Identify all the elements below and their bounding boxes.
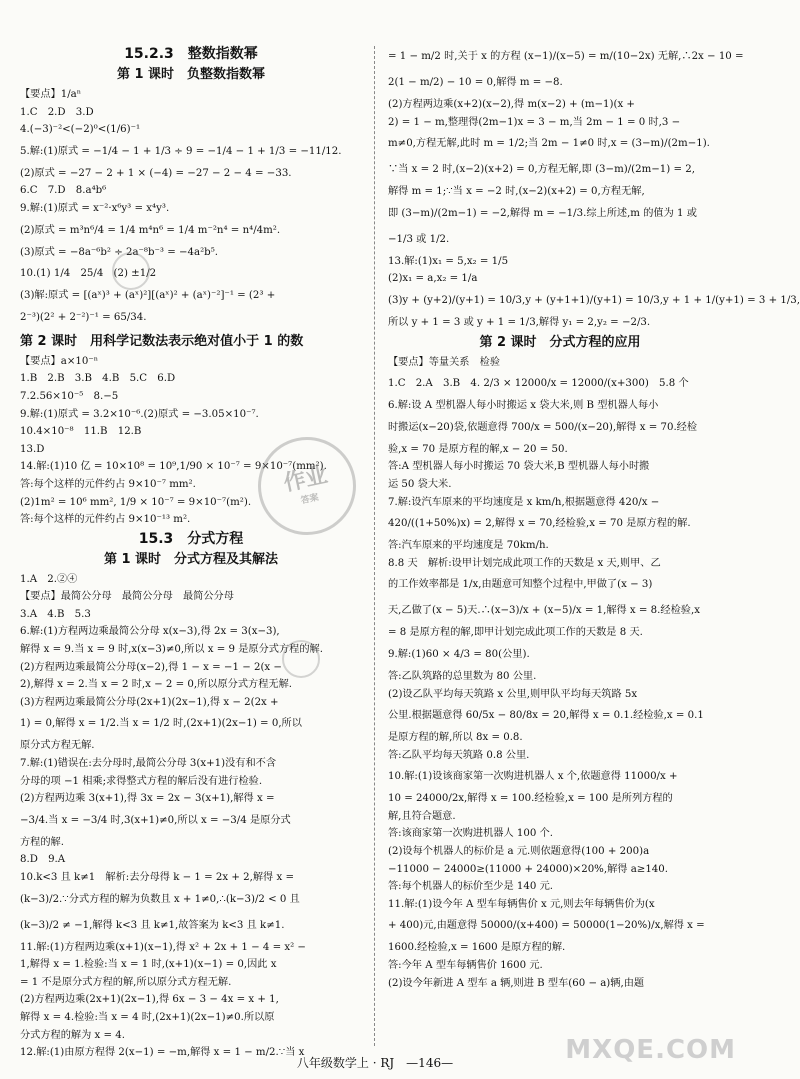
answers-block-1 [20,86,362,331]
answers-block-4 [388,44,800,332]
stamp-text-small: 答案 [299,492,320,506]
answer-line: 1.A 2.②④ [20,573,78,585]
answer-line: 运 50 袋大米. [388,478,452,490]
answer-line: (2)设今年新进 A 型车 a 辆,则进 B 型车(60 − a)辆,由题 [388,977,645,989]
answer-line: 8.D 9.A [20,854,66,866]
answer-line: 3.A 4.B 5.3 [20,608,91,620]
answer-line: 的工作效率都是 1/x,由题意可知整个过程中,甲做了(x − 3) [388,579,653,591]
answer-line: 9.解:(1)60 × 4/3 = 80(公里). [388,648,530,660]
answer-line: 10.4×10⁻⁸ 11.B 12.B [20,426,142,438]
answer-line: (k−3)/2 ≠ −1,解得 k<3 且 k≠1,故答案为 k<3 且 k≠1. [20,919,285,931]
answer-line: (2)设乙队平均每天筑路 x 公里,则甲队平均每天筑路 5x [388,688,638,700]
answer-line: 解得 x = 9.当 x = 9 时,x(x−3)≠0,所以 x = 9 是原分式方程的解. [20,644,323,656]
answer-line: 天,乙做了(x − 5)天.∴(x−3)/x + (x−5)/x = 1,解得 x = 8.经检验,x [388,605,700,617]
answer-line: (2)方程两边乘(x+2)(x−2),得 m(x−2) + (m−1)(x + [388,99,635,110]
answer-line: (2)方程两边乘(2x+1)(2x−1),得 6x − 3 − 4x = x + 1, [20,994,279,1006]
answer-line: 7.解:(1)错误在:去分母时,最简公分母 3(x+1)没有和不含 [20,758,277,770]
answer-line: (2)方程两边乘 3(x+1),得 3x = 2x − 3(x+1),解得 x = [20,793,275,805]
answer-line: 分式方程的解为 x = 4. [20,1029,126,1041]
answer-line: 7.2.56×10⁻⁵ 8.−5 [20,390,119,402]
answer-line: 即 (3−m)/(2m−1) = −2,解得 m = −1/3.综上所述,m 的值为 1 或 [388,207,697,219]
answer-line: (2)方程两边乘最简公分母(x−2),得 1 − x = −1 − 2(x − [20,661,282,673]
answer-line: 2) = 1 − m,整理得(2m−1)x = 3 − m,当 2m − 1 = 0 时,3 − [388,116,681,128]
answer-line: 分母的项 −1 相乘;求得整式方程的解后没有进行检验. [20,775,263,787]
answer-line: −11000 − 24000≥(11000 + 24000)×20%,解得 a≥140. [388,863,669,875]
answer-line: 【要点】1/aⁿ [20,89,82,100]
lesson-title-negative-exponent: 第 1 课时 负整数指数幂 [116,67,266,82]
column-divider [374,46,375,1046]
answer-line: 420/((1+50%)x) = 2,解得 x = 70,经检验,x = 70 是原方程的解. [388,518,691,530]
answer-line: 【要点】最简公分母 最简公分母 最简公分母 [20,591,234,603]
answer-line: 答:乙队平均每天筑路 0.8 公里. [388,749,530,761]
answer-line: = 1 − m/2 时,关于 x 的方程 (x−1)/(x−5) = m/(10−2x) 无解,∴2x − 10 = [388,51,744,62]
section-title-15-2-3: 15.2.3 整数指数幂 [124,46,258,62]
answer-line: ∵当 x = 2 时,(x−2)(x+2) = 0,方程无解,即 (3−m)/(2m−1) = 2, [388,164,695,176]
answer-line: 1,解得 x = 1.检验:当 x = 1 时,(x+1)(x−1) = 0,因此 x [20,959,277,971]
answer-line: 13.解:(1)x₁ = 5,x₂ = 1/5 [388,255,509,267]
answer-line: 1.C 2.A 3.B 4. 2/3 × 12000/x = 12000/(x+300) 5.8 个 [388,378,689,390]
answer-line: 10 = 24000/2x,解得 x = 100.经检验,x = 100 是所列方程的 [388,793,673,805]
answer-line: (3)原式 = −8a⁻⁶b² ÷ 2a⁻⁸b⁻³ = −4a²b⁵. [20,246,219,258]
page-footer: 八年级数学上 · RJ —146— [296,1056,454,1070]
answer-line: 13.D [20,443,45,455]
answer-line: + 400)元,由题意得 50000/(x+400) = 50000(1−20%)/x,解得 x = [388,920,705,932]
answer-line: 6.解:(1)方程两边乘最简公分母 x(x−3),得 2x = 3(x−3), [20,626,280,638]
answer-line: (3)解:原式 = [(aˣ)³ + (aˣ)²][(aˣ)² + (aˣ)⁻²]⁻¹ = (2³ + [20,290,276,302]
answer-line: 答:今年 A 型车每辆售价 1600 元. [388,960,543,972]
answer-line: 10.(1) 1/4 25/4 (2) ±1/2 [20,268,157,280]
answer-line: 原分式方程无解. [20,740,95,752]
answer-line: 验,x = 70 是原方程的解,x − 20 = 50. [388,443,568,455]
section-title-15-3: 15.3 分式方程 [138,530,244,547]
answer-line: 方程的解. [20,836,64,848]
answer-line: (2)x₁ = a,x₂ = 1/a [388,273,478,285]
answer-line: 1.C 2.D 3.D [20,106,94,118]
answer-line: 9.解:(1)原式 = x⁻²·x⁶y³ = x⁴y³. [20,202,170,214]
answers-block-5 [388,354,732,993]
answer-line: (2)设每个机器人的标价是 a 元.则依题意得(100 + 200)a [388,846,650,858]
answer-line: 公里.根据题意得 60/5x − 80/8x = 20,解得 x = 0.1.经检验,x = 0.1 [388,710,704,722]
answer-line: 4.(−3)⁻²<(−2)⁰<(1/6)⁻¹ [20,124,141,136]
answer-line: 是原方程的解,所以 8x = 0.8. [388,732,523,744]
answer-line: 答:汽车原来的平均速度是 70km/h. [388,540,549,552]
answer-line: 答:每个机器人的标价至少是 140 元. [388,881,554,893]
answer-line: 答:乙队筑路的总里数为 80 公里. [388,670,537,682]
answer-line: 1) = 0,解得 x = 1/2.当 x = 1/2 时,(2x+1)(2x−1) = 0,所以 [20,718,302,730]
answer-line: 10.解:(1)设该商家第一次购进机器人 x 个,依题意得 11000/x + [388,771,678,783]
faint-stamp-mark [282,640,320,678]
answer-line: 6.C 7.D 8.a⁴b⁶ [20,185,107,197]
right-column [388,44,800,992]
answer-line: 7.解:设汽车原来的平均速度是 x km/h,根据题意得 420/x − [388,496,660,508]
answer-line: 2),解得 x = 2.当 x = 2 时,x − 2 = 0,所以原分式方程无解. [20,679,293,691]
answer-line: 5.解:(1)原式 = −1/4 − 1 + 1/3 ÷ 9 = −1/4 − 1 + 1/3 = −11/12. [20,145,342,157]
answer-line: = 1 不是原分式方程的解,所以原分式方程无解. [20,976,232,988]
answer-line: 解,且符合题意. [388,810,456,822]
lesson-title-scientific-notation: 第 2 课时 用科学记数法表示绝对值小于 1 的数 [20,333,304,349]
site-watermark: MXQE.COM [565,1035,736,1065]
answer-line: 【要点】a×10⁻ⁿ [20,355,99,367]
lesson-title-application: 第 2 课时 分式方程的应用 [479,334,641,350]
answer-line: 解得 m = 1;∵当 x = −2 时,(x−2)(x+2) = 0,方程无解, [388,186,645,198]
answer-line: 6.解:设 A 型机器人每小时搬运 x 袋大米,则 B 型机器人每小 [388,400,659,412]
answer-line: (3)方程两边乘最简公分母(2x+1)(2x−1),得 x − 2(2x + [20,696,279,708]
answer-line: 答:每个这样的元件约占 9×10⁻¹³ m². [20,514,191,526]
answer-line: 11.解:(1)方程两边乘(x+1)(x−1),得 x² + 2x + 1 − 4 = x² − [20,941,306,953]
faint-stamp-mark [112,252,150,290]
answer-line: 答:每个这样的元件约占 9×10⁻⁷ mm². [20,478,196,490]
answer-line: 时搬运(x−20)袋,依题意得 700/x = 500/(x−20),解得 x = 70.经检 [388,421,698,433]
answer-line: 【要点】等量关系 检验 [388,356,501,368]
answer-line: m≠0,方程无解,此时 m = 1/2;当 2m − 1≠0 时,x = (3−m)/(2m−1). [388,138,710,150]
answer-line: 2(1 − m/2) − 10 = 0,解得 m = −8. [388,77,563,88]
answer-line: (3)y + (y+2)/(y+1) = 10/3,y + (y+1+1)/(y+1) = 10/3,y + 1 + 1/(y+1) = 3 + 1/3, [388,294,800,306]
answer-line: −1/3 或 1/2. [388,233,450,245]
answer-line: 2⁻³)(2² + 2⁻²)⁻¹ = 65/34. [20,311,147,323]
answer-line: (k−3)/2.∵分式方程的解为负数且 x + 1≠0,∴(k−3)/2 < 0 且 [20,893,300,905]
answer-line: (2)原式 = −27 − 2 + 1 × (−4) = −27 − 2 − 4 = −33. [20,167,292,179]
stamp-text-big: 作业 [281,462,330,496]
answer-line: 10.k<3 且 k≠1 解析:去分母得 k − 1 = 2x + 2,解得 x = [20,872,295,883]
answer-line: 11.解:(1)设今年 A 型车每辆售价 x 元,则去年每辆售价为(x [388,898,655,910]
answer-line: = 8 是原方程的解,即甲计划完成此项工作的天数是 8 天. [388,627,643,639]
answer-line: 14.解:(1)10 亿 = 10×10⁸ = 10⁹,1/90 × 10⁻⁷ = 9×10⁻⁷(mm²). [20,461,327,473]
answer-line: 所以 y + 1 = 3 或 y + 1 = 1/3,解得 y₁ = 2,y₂ = −2/3. [388,316,651,328]
answer-line: 8.8 天 解析:设甲计划完成此项工作的天数是 x 天,则甲、乙 [388,557,661,569]
answer-line: 1600.经检验,x = 1600 是原方程的解. [388,942,566,954]
lesson-title-fractional-equation: 第 1 课时 分式方程及其解法 [103,551,279,567]
answer-line: 答:该商家第一次购进机器人 100 个. [388,828,554,840]
answer-line: 1.B 2.B 3.B 4.B 5.C 6.D [20,373,176,385]
answer-line: 12.解:(1)由原方程得 2(x−1) = −m,解得 x = 1 − m/2.∵当 x [20,1047,305,1059]
answer-line: −3/4.当 x = −3/4 时,3(x+1)≠0,所以 x = −3/4 是原分式 [20,814,291,826]
answer-line: 9.解:(1)原式 = 3.2×10⁻⁶.(2)原式 = −3.05×10⁻⁷. [20,408,259,420]
answer-line: 解得 x = 4.检验:当 x = 4 时,(2x+1)(2x−1)≠0.所以原 [20,1011,275,1023]
left-column [20,44,362,1062]
answer-line: (2)1m² = 10⁶ mm², 1/9 × 10⁻⁷ = 9×10⁻⁷(m²). [20,496,252,508]
answer-line: (2)原式 = m³n⁶/4 = 1/4 m⁴n⁶ = 1/4 m⁻²n⁴ = n⁴/4m². [20,224,281,236]
answer-line: 答:A 型机器人每小时搬运 70 袋大米,B 型机器人每小时搬 [388,461,650,473]
